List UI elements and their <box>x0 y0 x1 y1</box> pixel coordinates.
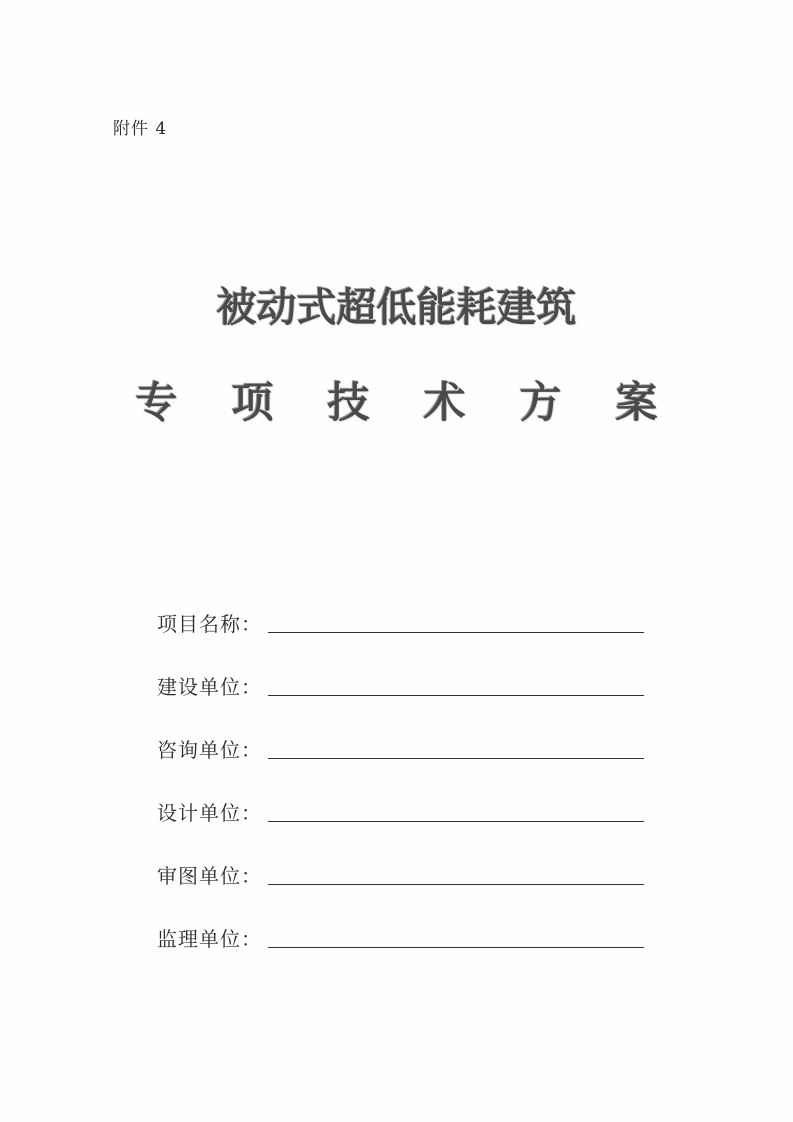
field-row-review-unit <box>157 826 667 889</box>
field-input-line-design-unit[interactable] <box>268 821 644 822</box>
field-label-project-name: 项目名称： <box>157 612 262 636</box>
field-label-review-unit: 审图单位： <box>157 864 262 888</box>
field-label-design-unit: 设计单位： <box>157 801 262 825</box>
field-row-project-name <box>157 574 667 637</box>
field-input-line-consulting-unit[interactable] <box>268 758 644 759</box>
field-row-supervision-unit <box>157 889 667 952</box>
document-title: 被动式超低能耗建筑 <box>216 285 577 331</box>
field-row-design-unit <box>157 763 667 826</box>
field-label-consulting-unit: 咨询单位： <box>157 738 262 762</box>
field-label-supervision-unit: 监理单位： <box>157 927 262 951</box>
annex-label: 附件 4 <box>113 119 168 139</box>
cover-form <box>157 574 667 952</box>
document-subtitle: 专项技术方案 <box>135 378 712 427</box>
field-input-line-review-unit[interactable] <box>268 884 644 885</box>
field-label-construction-unit: 建设单位： <box>157 675 262 699</box>
field-row-consulting-unit <box>157 700 667 763</box>
field-row-construction-unit <box>157 637 667 700</box>
field-input-line-supervision-unit[interactable] <box>268 947 644 948</box>
field-input-line-project-name[interactable] <box>268 632 644 633</box>
field-input-line-construction-unit[interactable] <box>268 695 644 696</box>
